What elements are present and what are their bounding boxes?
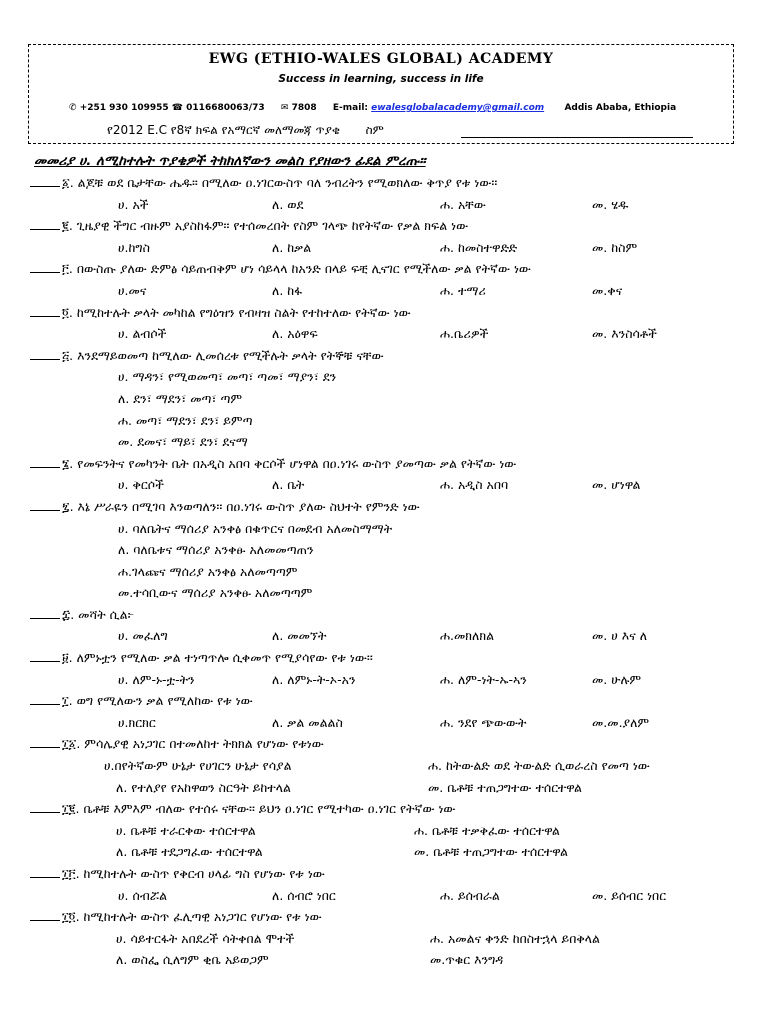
question-number: ፬.: [62, 304, 77, 320]
question-text: የመፍንትና የመካንት ቤት በአዲስ አበባ ቅርሶች ሆነዋል በዐ.ነገሩ ውስጥ ያመጣው ቃል የትኛው ነው: [77, 455, 517, 471]
answer-blank[interactable]: [30, 691, 60, 705]
answer-option[interactable]: ሐ.መክለክል: [440, 628, 495, 644]
question-number: ፲፪.: [62, 801, 84, 817]
question-number: ፱.: [62, 650, 77, 666]
options-row: [30, 712, 760, 734]
answer-option[interactable]: ሀ. ሰብሯል: [118, 887, 168, 903]
answer-option[interactable]: መ.ተሳቢውና ማሰሪያ አንቀፁ አለመጣጣም: [118, 585, 313, 601]
answer-option[interactable]: መ. ከስም: [592, 239, 638, 255]
answer-option[interactable]: ሀ. ቤቶቹ ተራርቀው ተሰርተዋል: [116, 822, 256, 838]
contact-line: [69, 103, 676, 113]
school-name: EWG (ETHIO-WALES GLOBAL) ACADEMY: [208, 51, 554, 67]
question-number: ፩.: [62, 175, 78, 190]
answer-option[interactable]: ሐ. ከትውልድ ወደ ትውልድ ሲወራረስ የመጣ ነው: [428, 758, 650, 774]
question-number: ፮.: [62, 455, 78, 471]
question-row: [30, 604, 760, 626]
options-row: [30, 885, 760, 907]
answer-blank[interactable]: [30, 907, 60, 921]
answer-blank[interactable]: [30, 454, 60, 468]
answer-blank[interactable]: [30, 173, 60, 187]
options-row: [30, 280, 760, 302]
answer-option[interactable]: ሀ. ለም-ኑ-ቷ-ትን: [118, 671, 195, 687]
options-row: [30, 669, 760, 691]
question-text: ከሚከተሉት ውስጥ የቅርብ ሀላፊ ግስ የሆነው የቱ ነው: [83, 866, 325, 881]
exam-title: የ2012 E.C የ8ኛ ክፍል የአማርኛ መለማመጃ ጥያቄ: [107, 123, 340, 137]
answer-option[interactable]: ሐ. አዲስ አበባ: [440, 477, 509, 493]
question-text: ልጆቹ ወደ ቤታቸው ሔዱ፡፡ በሚለው ዐ.ነገርውስጥ ባለ ንብረትን የሚወክለው ቅጥያ የቱ ነው፡፡: [77, 175, 498, 190]
question-row: [30, 863, 760, 885]
question-text: ወግ የሚለውን ቃል የሚለከው የቱ ነው: [76, 693, 253, 709]
answer-option[interactable]: ሀ. አች: [118, 196, 149, 212]
answer-option[interactable]: መ. ደመና፣ ማይ፣ ደን፣ ደናማ: [118, 434, 248, 450]
name-blank-line[interactable]: [461, 137, 693, 138]
answer-blank[interactable]: [30, 734, 60, 748]
question-text: ጊዜያዊ ችግር ብዙም አያስከፋም፡፡ የተሰመረበት የስም ገላጭ ከየትኛው የቃል ክፍል ነው: [76, 218, 469, 234]
options-row: [30, 625, 760, 647]
question-text: ከሚከተሉት ቃላት መካከል የግዕዝን የብዛዝ ስልት የተከተለው የትኛው ነው: [76, 304, 411, 320]
telephone-icon: ☎: [171, 103, 184, 113]
answer-option[interactable]: ለ. ቤት: [272, 477, 305, 493]
question-row: [30, 172, 760, 194]
question-text: እንደማይወመጣ ከሚለው ሊመሰረቱ የሚችሉት ቃላት የትኞቹ ናቸው: [77, 347, 384, 363]
answer-option[interactable]: መ.ጥቁር እንግዳ: [430, 952, 504, 968]
question-list: [30, 150, 760, 971]
answer-option[interactable]: ለ. መመኘት: [272, 628, 327, 644]
phone-number: +251 930 109955: [79, 103, 169, 113]
answer-option[interactable]: ሀ.መና: [118, 282, 147, 298]
answer-option[interactable]: መ. ሀ እና ለ: [592, 628, 648, 644]
answer-option[interactable]: ለ. ከፋ: [272, 282, 303, 298]
answer-option[interactable]: ሐ. ተማሪ: [440, 282, 486, 298]
options-row: [30, 237, 760, 259]
answer-option[interactable]: ለ. ባለቤቱና ማሰሪያ አንቀፁ አለመመጣጠን: [118, 542, 314, 558]
answer-option[interactable]: ለ. ሰብሮ ነበር: [272, 887, 336, 903]
question-number: ፯.: [62, 498, 78, 514]
question-number: ፭.: [62, 347, 78, 363]
options-row: [30, 323, 760, 345]
email-label: E-mail:: [332, 103, 369, 113]
answer-blank[interactable]: [30, 303, 60, 317]
school-tagline: Success in learning, success in life: [278, 73, 484, 85]
answer-option[interactable]: ሀ.ክርክር: [118, 714, 156, 730]
answer-option[interactable]: ሀ.ከግስ: [118, 239, 150, 255]
answer-option[interactable]: ለ. ቤቶቹ ተደጋግፈው ተሰርተዋል: [116, 844, 263, 860]
question-text: ቤቶቹ እምእም ብለው የተሰሩ ናቸው፡፡ ይህን ዐ.ነገር የሚተካው ዐ.ነገር የትኛው ነው: [83, 801, 456, 817]
options-row: [30, 194, 760, 216]
phone-icon: ✆: [69, 103, 77, 113]
question-text: እኔ ሥራዬን በሚገባ እንወጣለን፡፡ በዐ.ነገሩ ውስጥ ያለው ስህተት የምንድ ነው: [77, 498, 420, 514]
answer-option[interactable]: ሐ.ገላጩና ማሰሪያ አንቀፅ አለመጣጣም: [118, 563, 298, 579]
answer-blank[interactable]: [30, 497, 60, 511]
answer-option[interactable]: ለ. ደን፣ ማደን፣ መጣ፣ ጣም: [118, 390, 243, 406]
options-row: [30, 820, 760, 842]
answer-option[interactable]: ሀ. ባለቤትና ማሰሪያ አንቀፅ በቁጥርና በመደብ አለመስማማት: [118, 520, 393, 536]
answer-blank[interactable]: [30, 346, 60, 360]
question-row: [30, 453, 760, 475]
question-text: ምሳሌያዊ አነጋገር በተመለከተ ትክክል የሆነው የቱነው: [84, 736, 324, 752]
options-row: [30, 928, 760, 950]
school-header: [28, 44, 734, 144]
location: Addis Ababa, Ethiopia: [564, 103, 677, 113]
options-row: [30, 474, 760, 496]
answer-option[interactable]: መ. ሁሉም: [592, 671, 642, 687]
question-row: [30, 215, 760, 237]
question-row: [30, 302, 760, 324]
answer-blank[interactable]: [30, 259, 60, 273]
question-row: [30, 733, 760, 755]
question-text: በውስጡ ያለው ድምፅ ሳይጠብቅም ሆነ ሳይላላ ከአንድ በላይ ፍቺ ሊናገር የሚችለው ቃል የትኛው ነው: [76, 261, 531, 277]
instruction: መመሪያ ሀ. ለሚከተሉት ጥያቄዎች ትክክለኛውን መልስ የያዘውን ፊደል ምረጡ፡፡: [34, 153, 426, 169]
question-row: [30, 345, 760, 367]
answer-option[interactable]: መ. ሄዱ: [592, 196, 629, 212]
question-number: ፰.: [62, 606, 79, 622]
question-number: ፲.: [62, 693, 77, 709]
answer-option[interactable]: መ. ቤቶቹ ተጠጋግተው ተሰርተዋል: [414, 844, 568, 860]
answer-option[interactable]: ሐ. አመልና ቀንድ ከበስተኋላ ይበቅላል: [430, 930, 600, 946]
answer-option[interactable]: ሀ. ልብሶች: [118, 326, 167, 342]
answer-option[interactable]: ሐ. ቤቶቹ ተቃቅፈው ተሰርተዋል: [414, 822, 560, 838]
answer-option[interactable]: መ.መ.ያለም: [592, 714, 650, 730]
question-text: መሻት ሲል፦: [78, 606, 135, 622]
answer-option[interactable]: ለ. ቃል መልልስ: [272, 714, 343, 730]
answer-option[interactable]: ሐ. መጣ፣ ማደን፣ ደን፣ ይምጣ: [118, 412, 253, 428]
answer-blank[interactable]: [30, 216, 60, 230]
answer-option[interactable]: መ. ይሰብር ነበር: [592, 887, 667, 903]
question-row: [30, 647, 760, 669]
options-row: [30, 841, 760, 863]
answer-option[interactable]: ለ. ወደ: [272, 196, 304, 212]
name-label: ስም: [365, 123, 384, 137]
answer-option[interactable]: ሀ. መፈለግ: [118, 628, 168, 644]
mailbox-icon: ✉: [280, 103, 289, 113]
answer-blank[interactable]: [30, 799, 60, 813]
answer-option[interactable]: ሀ. ሳይተርፋት አበደረች ሳትቀበል ሞተች: [116, 930, 295, 946]
answer-option[interactable]: ሐ. ንደየ ጭውውት: [440, 714, 527, 730]
question-number: ፲፫.: [62, 866, 84, 881]
po-box: 7808: [291, 103, 317, 113]
answer-option[interactable]: ሐ. ከመስተዋድድ: [440, 239, 518, 255]
answer-option[interactable]: መ.ቀና: [592, 282, 623, 298]
question-text: ከሚከተሉት ውስጥ ፈሊጣዊ አነጋገር የሆነው የቱ ነው: [83, 909, 322, 925]
question-row: [30, 690, 760, 712]
exam-title-line: [107, 123, 384, 138]
question-text: ለምኑቷን የሚለው ቃል ተነጣጥሎ ሲቀመጥ የሚያሳየው የቱ ነው፡፡: [76, 650, 373, 666]
answer-option[interactable]: መ. ቤቶቹ ተጠጋግተው ተሰርተዋል: [428, 779, 582, 795]
answer-blank[interactable]: [30, 648, 60, 662]
question-number: ፲፬.: [62, 909, 84, 925]
answer-option[interactable]: ሀ. ቅርሶች: [118, 477, 164, 493]
email-link[interactable]: ewalesglobalacademy@gmail.com: [371, 103, 545, 113]
answer-option[interactable]: ለ. የተለያየ የአከዋወን ስርዓት ይከተላል: [116, 779, 291, 795]
answer-blank[interactable]: [30, 605, 60, 619]
options-row: [30, 777, 760, 799]
answer-option[interactable]: ሀ. ማዳን፣ የሚወመጣ፣ መጣ፣ ጣመ፣ ማያን፣ ደን: [118, 369, 337, 385]
answer-option[interactable]: ሐ.ቤሪዎች: [440, 326, 489, 342]
question-row: [30, 258, 760, 280]
answer-option[interactable]: ለ. ከቃል: [272, 239, 312, 255]
answer-option[interactable]: ሐ. ይሰብራል: [440, 887, 500, 903]
options-row: [30, 949, 760, 971]
answer-option[interactable]: ለ. አዕዋፍ: [272, 326, 318, 342]
answer-option[interactable]: ሀ.በየትኛውም ሁኔታ የሀገርን ሁኔታ የሳያል: [104, 758, 292, 774]
phone-number-2: 0116680063/73: [186, 103, 265, 113]
answer-option[interactable]: ሐ. አቸው: [440, 196, 486, 212]
question-number: ፫.: [62, 261, 77, 277]
answer-option[interactable]: ለ. ወስፌ ሲለግም ቂቤ አይወጋም: [116, 952, 269, 968]
question-row: [30, 496, 760, 518]
question-number: ፪.: [62, 218, 77, 234]
answer-option[interactable]: ሐ. ለም-ነት-ኡ-ኣን: [440, 671, 527, 687]
answer-blank[interactable]: [30, 864, 60, 878]
answer-option[interactable]: መ. እንስሳቶች: [592, 326, 657, 342]
question-row: [30, 798, 760, 820]
answer-option[interactable]: ለ. ለምኑ-ት-ኦ-አን: [272, 671, 356, 687]
answer-option[interactable]: መ. ሆነዋል: [592, 477, 641, 493]
options-row: [30, 755, 760, 777]
question-number: ፲፩.: [62, 736, 85, 752]
question-row: [30, 906, 760, 928]
